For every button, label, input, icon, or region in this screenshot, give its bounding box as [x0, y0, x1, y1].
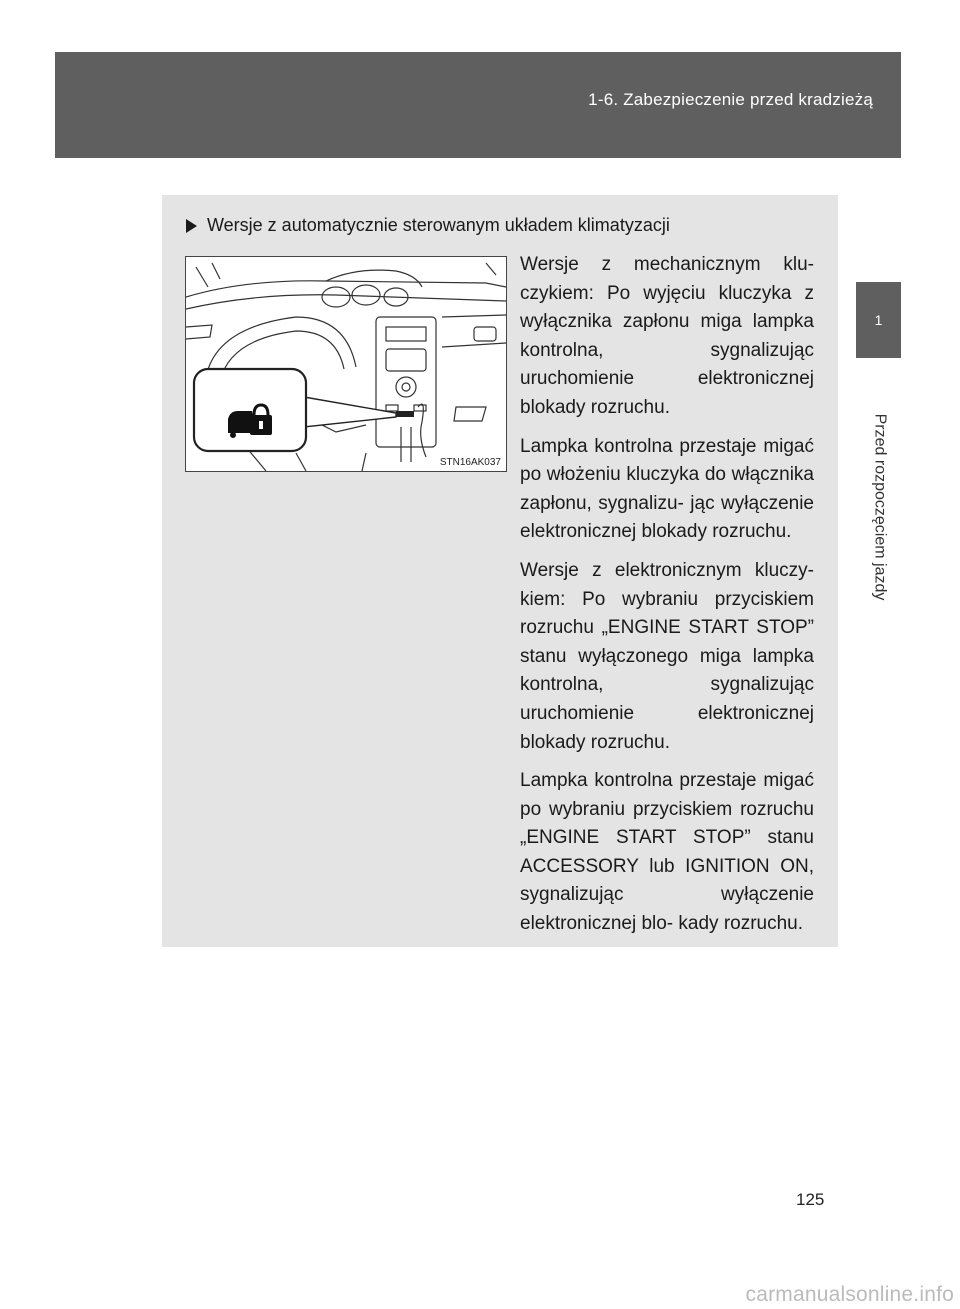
paragraph: Wersje z mechanicznym klu- czykiem: Po wyjęciu kluczyka z wyłącznika zapłonu miga lampka kontrolna, sygnalizując uruchomienie elektronicznej blokady rozruchu.: [520, 254, 814, 418]
description-text: [520, 251, 814, 949]
chapter-label: [834, 392, 924, 622]
box-heading-text: Wersje z automatycznie sterowanym układem klimatyzacji: [207, 215, 670, 235]
section-title: 1-6. Zabezpieczenie przed kradzieżą: [588, 90, 873, 109]
watermark: carmanualsonline.info: [745, 1283, 954, 1306]
box-heading: [186, 215, 670, 236]
chapter-label-text: Przed rozpoczęciem jazdy: [871, 413, 888, 601]
chapter-tab: [856, 282, 901, 358]
page-number: 125: [796, 1190, 825, 1209]
paragraph: Wersje z elektronicznym kluczy- kiem: Po wybraniu przyciskiem rozruchu „ENGINE START STOP” stanu wyłączonego miga lampka kontrolna, sygnalizując uruchomienie elektronicznej blokady rozruchu.: [520, 559, 814, 753]
page-header: [55, 52, 901, 158]
figure-code: STN16AK037: [439, 457, 501, 468]
paragraph: Lampka kontrolna przestaje migać po włożeniu kluczyka do włącznika zapłonu, sygnalizu- jąc wyłączenie elektronicznej blokady rozruchu.: [520, 435, 814, 543]
info-box: [162, 195, 838, 947]
triangle-bullet-icon: [186, 219, 197, 233]
dashboard-illustration: [185, 256, 507, 472]
dashboard-drawing: [186, 257, 506, 471]
chapter-number: 1: [874, 312, 883, 328]
paragraph: Lampka kontrolna przestaje migać po wybraniu przyciskiem rozruchu „ENGINE START STOP” stanu ACCESSORY lub IGNITION ON, sygnalizując wyłączenie elektronicznej blo- kady rozruchu.: [520, 770, 814, 935]
